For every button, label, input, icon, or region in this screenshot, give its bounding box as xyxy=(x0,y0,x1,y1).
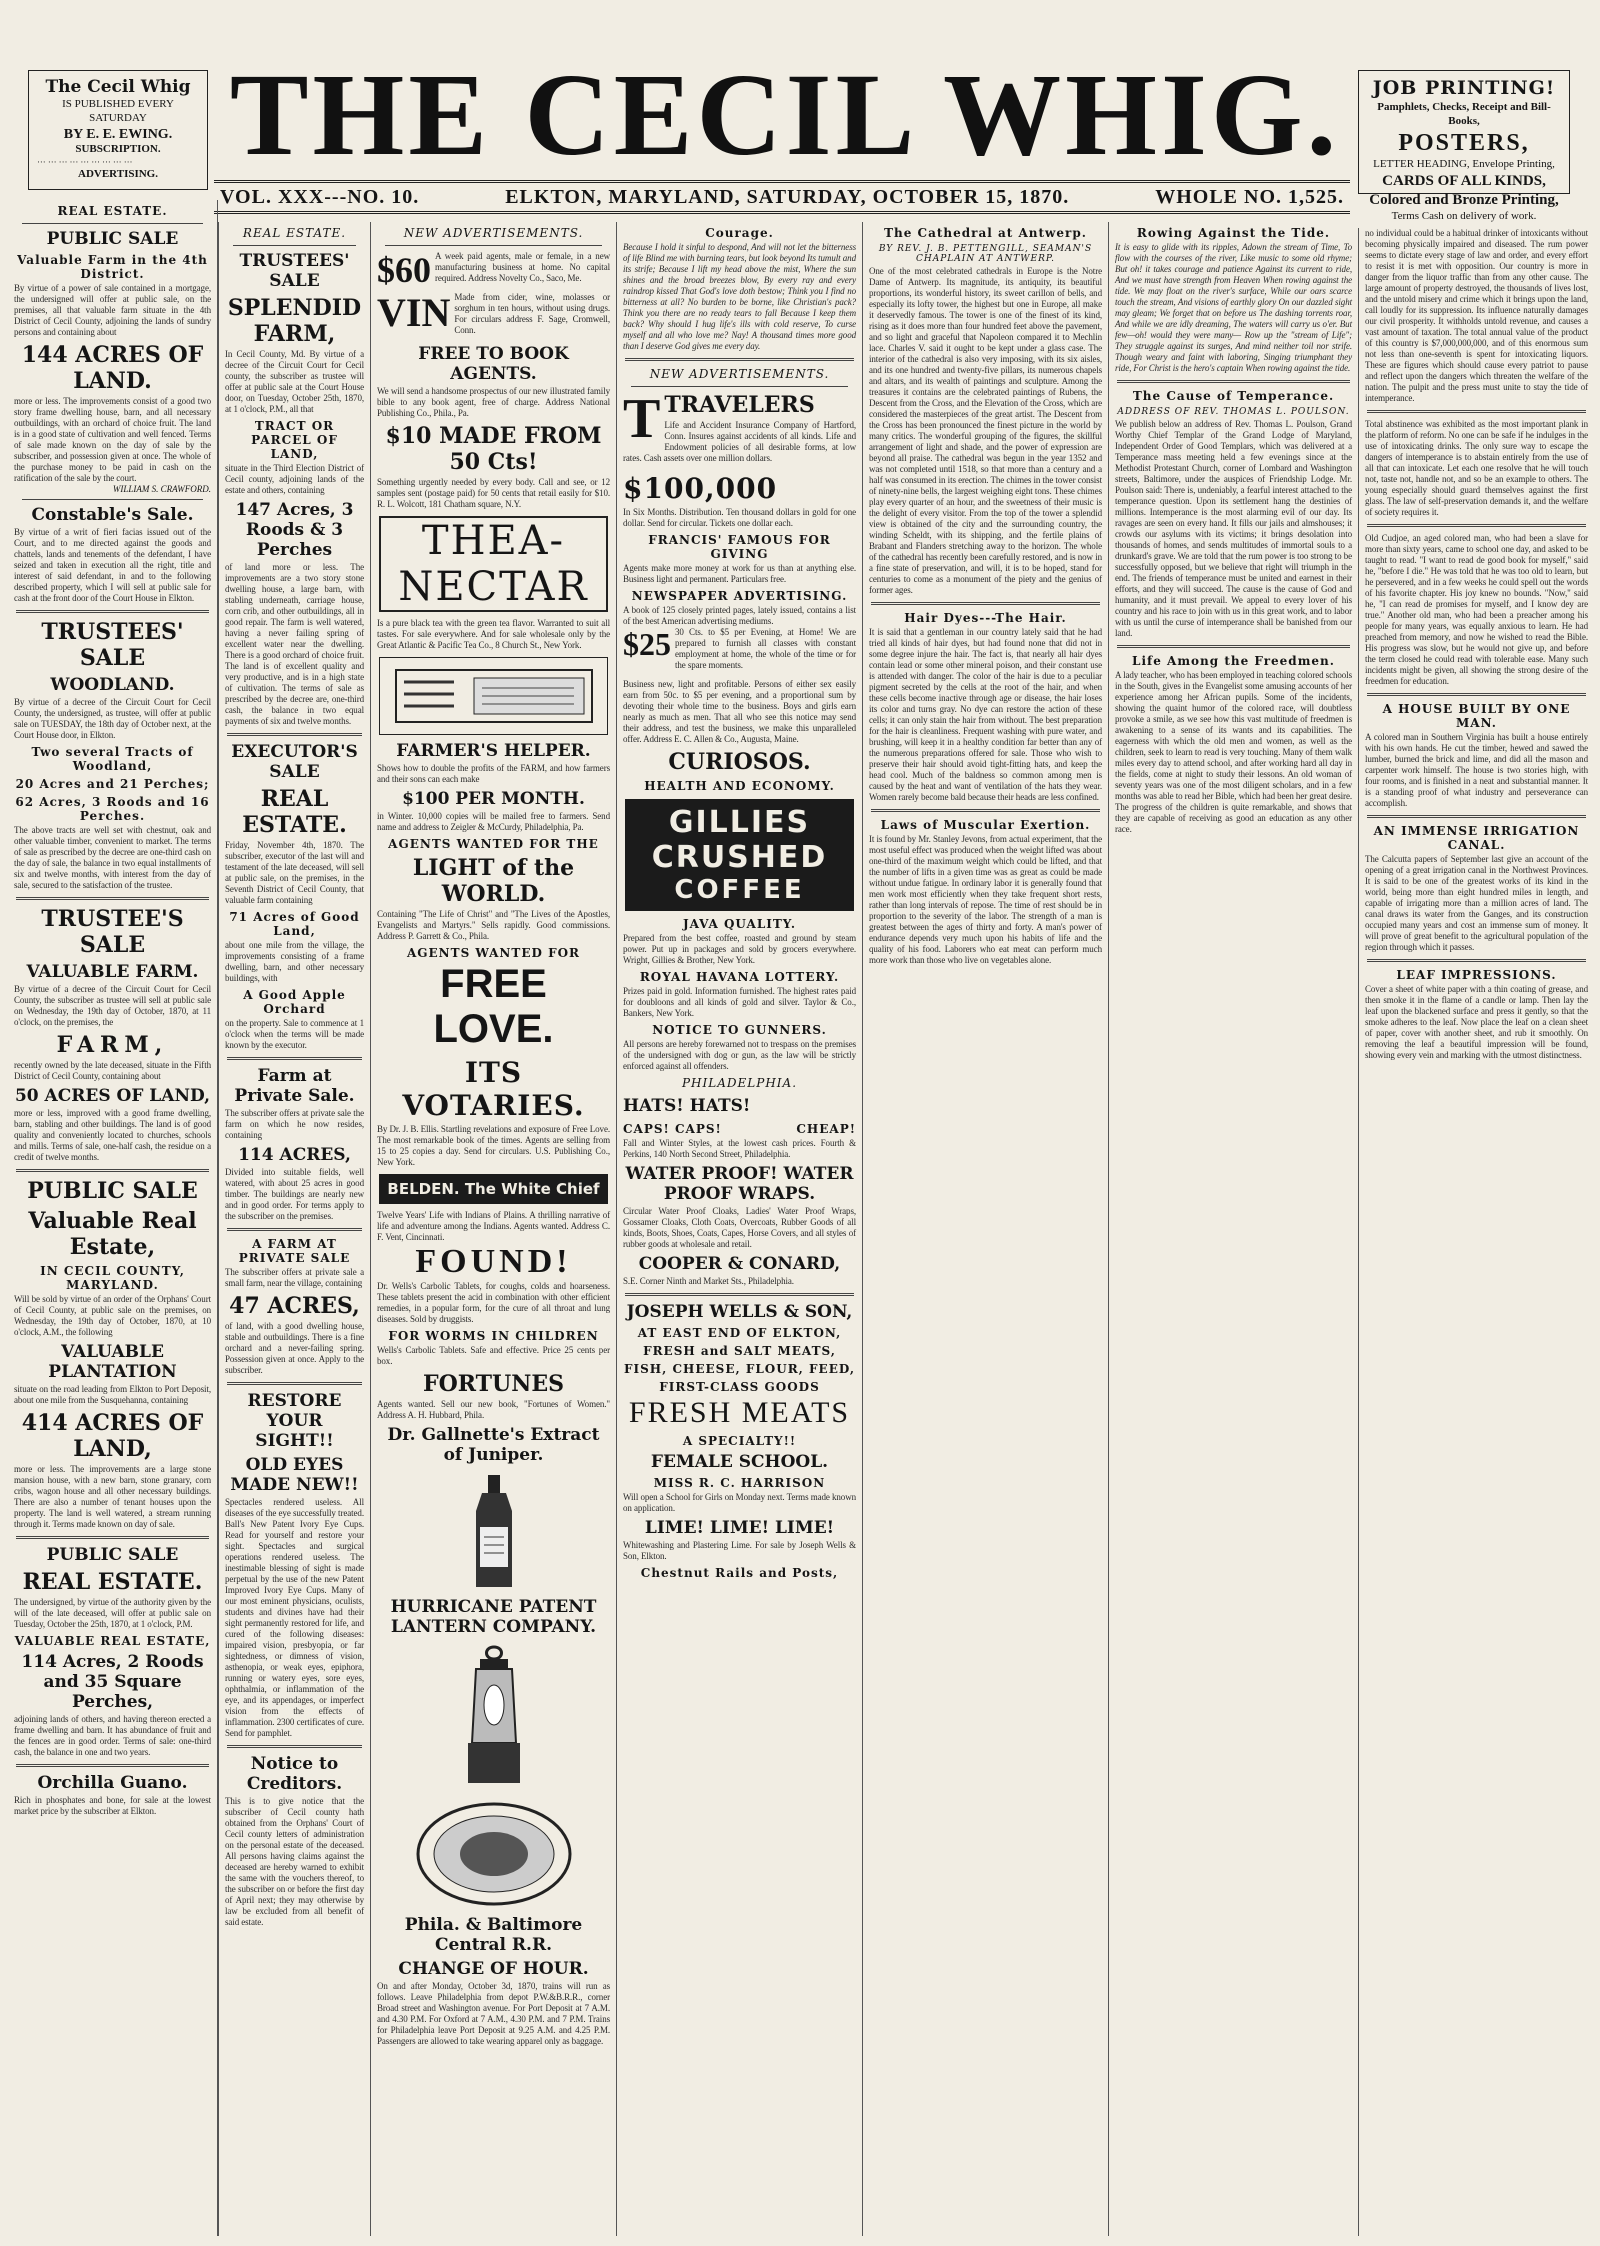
ad-heading: HURRICANE PATENT LANTERN COMPANY. xyxy=(390,1597,597,1637)
divider xyxy=(1367,693,1586,696)
ad-heading: WATER PROOF! WATER PROOF WRAPS. xyxy=(625,1164,854,1204)
poem-text: Because I hold it sinful to despond, And will not let the bitterness of life Blind me with burning tears, but look beyond Its tumult and its strife; Because I lift my head above the mist, Where the sun shines and the broad breezes blow, By every ray and every raindrop kissed That God's love doth bestow; Think you I find no bitterness at all? No burden to be borne, like Christian's pack? Think you there are no ready tears to fall Because I keep them back? Why should I hug life's ills with cold reserve, To curse myself and all who love me? Nay! A thousand times more good than I deserve God gives me every day. xyxy=(623,242,856,351)
divider xyxy=(1367,959,1586,962)
body-text: On and after Monday, October 3d, 1870, trains will run as follows. Leave Philadelphia from depot P.W.&B.R.R., corner Broad street and Washington avenue. For Port Deposit at 7 A.M. and 4.30 P.M. For Oxford at 7 A.M., 4.30 P.M. and 7 P.M. Trains for Philadelphia leave Port Deposit at 9.25 A.M. and 4.25 P.M. Passengers are allowed to take wearing apparel only as baggage. xyxy=(377,1981,610,2046)
divider xyxy=(227,1228,362,1231)
divider xyxy=(227,733,362,736)
ad-heading: TRAVELERS xyxy=(664,392,815,418)
divider xyxy=(625,1293,854,1296)
lantern-illustration xyxy=(454,1643,534,1793)
ad-heading: AGENTS WANTED FOR xyxy=(406,946,581,960)
ad-heading: FREE TO BOOK AGENTS. xyxy=(418,344,569,384)
body-text: Business new, light and profitable. Persons of either sex easily earn from 50c. to $5 per evening, and a proportional sum by devoting their whole time to the business. Boys and girls earn nearly as much as men. That all who see this notice may send their address, and test the business, we make this unparalleled offer. Address E. C. Allen & Co., Augusta, Maine. xyxy=(623,679,856,744)
nameplate: THE CECIL WHIG. xyxy=(229,49,1341,180)
ad-subheading: $100 PER MONTH. xyxy=(402,789,585,809)
ad-subheading: 414 ACRES OF LAND, xyxy=(21,1410,204,1462)
hats-row xyxy=(623,1092,856,1118)
ear-published: IS PUBLISHED EVERY SATURDAY xyxy=(62,98,174,124)
article-text: Old Cudjoe, an aged colored man, who had been a slave for more than sixty years, came to school one day, and asked to be taught to read. "I want to read de good book for myself," said he, "before I die." He was told that he was too old to learn, but he persevered, and in a few weeks he could spell out the words of his favorite chapter. His joy knew no bounds. "Now," said he, "I can read de promises for myself, and I know dey are true." Another old man, who had been a preacher among his people for many years, was equally anxious to learn. He had preached from memory, and now he wished to read the Bible. His progress was slow, but he would not give up, and before the term closed he could read with tolerable ease. Many such incidents might be given, all showing the strong desire of the freedmen for education. xyxy=(1365,533,1588,686)
ad-heading: AGENTS WANTED FOR THE xyxy=(388,837,599,851)
ad-line: GILLIES xyxy=(668,805,811,840)
body-text: Is a pure black tea with the green tea flavor. Warranted to suit all tastes. For sale everywhere. And for sale wholesale only by the Great Atlantic & Pacific Tea Co., 8 Church St., New York. xyxy=(377,618,610,650)
body-text: By virtue of a decree of the Circuit Court for Cecil County, the undersigned, as trustee, will offer at public sale on TUESDAY, the 18th day of October next, at the Court House door, in Elkton. xyxy=(14,697,211,740)
ad-subheading: 62 Acres, 3 Roods and 16 Perches. xyxy=(15,795,210,823)
divider xyxy=(625,358,854,361)
coffee-ad xyxy=(625,799,854,911)
divider xyxy=(1367,524,1586,527)
body-text: This is to give notice that the subscriber of Cecil county hath obtained from the Orphans' Court of Cecil county letters of administration on the personal estate of the deceased. All persons having claims against the deceased are hereby warned to exhibit the same with the vouchers thereof, to the subscriber on or before the first day of April next; they may otherwise by law be excluded from all benefit of said estate. xyxy=(225,1796,364,1927)
ad-heading: HATS! HATS! xyxy=(623,1096,751,1116)
divider xyxy=(233,245,356,246)
divider xyxy=(631,386,848,387)
ad-heading: NEWSPAPER ADVERTISING. xyxy=(631,589,848,603)
bottle-illustration xyxy=(464,1471,524,1591)
column-head: REAL ESTATE. xyxy=(242,226,347,240)
ad-heading: ROYAL HAVANA LOTTERY. xyxy=(639,970,840,984)
article-title: LEAF IMPRESSIONS. xyxy=(1396,968,1557,982)
article-text: One of the most celebrated cathedrals in Europe is the Notre Dame of Antwerp. Its magnitude, its antiquity, its beautiful proportions, its wonderful history, its sweet carillon of bells, and especially its lofty tower, the highest but one in Europe, all make it deservedly famous. The tower is one of the finest of its kind, rising as it does more than four hundred feet above the pavement, and so light and graceful that Napoleon compared it to Mechlin lace. Charles V. said it ought to be kept under a glass case. The interior of the cathedral is also very imposing, with its six aisles, and its one hundred and twenty-five pillars, its numerous chapels and altars, and its wealth of paintings and sculpture. Among the treasures it contains are the celebrated paintings of Rubens, the Descent from the Cross, and the Elevation of the Cross, which are considered the masterpieces of the great artist. The Descent from the Cross has been pronounced the finest picture in the world by many critics. The wonderful grouping of the figures, the skillful arrangement of light and shade, and the power of expression are beyond all praise. The cathedral was begun in the year 1352 and was not completed until 1518, so that more than a century and a half was consumed in its erection. The chimes in the tower consist of ninety-nine bells, the largest weighing eight tons. These chimes play every quarter of an hour, and the sweetness of their music is the delight of every visitor. From the top of the tower a splendid view is obtained of the city and the surrounding country, the winding Scheldt, with its shipping, and the fertile plains of Brabant and Flanders stretching away to the horizon. The whole of the cathedral has recently been carefully restored, and is now in a fine state of preservation, and will, it is to be hoped, stand for centuries to come as a monument of the piety and the genius of former ages. xyxy=(869,266,1102,595)
ad-headline: VIN xyxy=(377,290,451,335)
body-text: Whitewashing and Plastering Lime. For sale by Joseph Wells & Son, Elkton. xyxy=(623,1540,856,1561)
body-text: more or less. The improvements consist of a good two story frame dwelling house, barn, and all necessary outbuildings, with an orchard of choice fruit. The land is in a good state of cultivation and well fenced. Terms of sale made known on the day of sale by the subscriber, and possession given at once. The whole of the purchase money to be paid in cash on the ratification of the sale by the court. xyxy=(14,396,211,483)
body-text: A week paid agents, male or female, in a new manufacturing business at home. No capital required. Address Novelty Co., Saco, Me. xyxy=(435,251,610,283)
ad-heading: COOPER & CONARD, xyxy=(638,1254,841,1274)
ad-subheading: MISS R. C. HARRISON xyxy=(653,1476,826,1490)
body-text: Prizes paid in gold. Information furnished. The highest rates paid for doubloons and all kinds of gold and silver. Taylor & Co., Bankers, New York. xyxy=(623,986,856,1018)
ad-subheading: A SPECIALTY!! xyxy=(682,1434,797,1448)
body-text: more or less. The improvements are a large stone mansion house, with a new barn, stone granary, corn cribs, wagon house and all other necessary buildings. There are also a number of tenant houses upon the property. The land is well watered, a stream running through it. Terms made known on day of sale. xyxy=(14,1464,211,1529)
ad-dark-banner: BELDEN. The White Chief xyxy=(379,1174,608,1204)
column-3 xyxy=(370,222,616,2236)
body-text: Agents make more money at work for us than at anything else. Business light and permanent. Particulars free. xyxy=(623,563,856,584)
ad-headline: FREE LOVE. xyxy=(433,962,554,1051)
ad-subheading: Valuable Farm in the 4th District. xyxy=(17,253,208,281)
ad-heading: PUBLIC SALE xyxy=(46,1545,179,1565)
column-1 xyxy=(8,200,218,2236)
ad-subheading: 71 Acres of Good Land, xyxy=(229,910,360,938)
ad-subheading: SPLENDID FARM, xyxy=(227,295,362,347)
ad-heading: EXECUTOR'S SALE xyxy=(231,742,358,782)
caps-row xyxy=(623,1118,856,1138)
article-text: Cover a sheet of white paper with a thin coating of grease, and then smoke it in the flame of a candle or lamp. Then lay the leaf upon the blackened surface and press it gently, so that the smoke adheres to the leaf. Now place the leaf on a clean sheet of paper, cover with another sheet, and rub it smoothly. On removing the leaf a beautiful impression will be found, showing every vein and marking with the utmost distinctness. xyxy=(1365,984,1588,1060)
ad-subheading: JAVA QUALITY. xyxy=(682,917,797,931)
ad-subheading: VALUABLE FARM. xyxy=(26,962,199,982)
ad-heading: Phila. & Baltimore Central R.R. xyxy=(404,1915,583,1955)
ad-subheading: REAL ESTATE. xyxy=(22,1569,203,1595)
body-text: Twelve Years' Life with Indians of Plains. A thrilling narrative of life and adventure among the Indians. Agents wanted. Address C. F. Vent, Cincinnati. xyxy=(377,1210,610,1242)
ad-subheading: 147 Acres, 3 Roods & 3 Perches xyxy=(235,500,354,560)
ad-heading: Orchilla Guano. xyxy=(37,1773,188,1793)
article-text: We publish below an address of Rev. Thomas L. Poulson, Grand Worthy Chief Templar of the Grand Lodge of Maryland, Independent Order of Good Templars, which was delivered at a Temperance mass meeting held a few evenings since at the Methodist Protestant Church, corner of Lombard and Washington streets, Baltimore, under the auspices of Friendship Lodge. Mr. Poulson said: There is, undeniably, a fearful interest attached to the temperance question. Upon its settlement hang the destinies of millions. Intemperance is the most alarming evil of our day. Its ravages are seen on every hand. It fills our jails and almshouses; it crowds our asylums with its victims; it brings desolation into thousands of homes, and sends multitudes of immortal souls to a drunkard's grave. We are told that the rum power is too strong to be successfully opposed, but we believe that right will triumph in the end. The friends of temperance must be united and earnest in their efforts, and they will succeed. The cause is the cause of God and humanity, and it must prevail. We appeal to every lover of his country and his race to join with us in this great work, and to labor with us until the curse of intemperance shall be banished from our land. xyxy=(1115,419,1352,638)
ad-subheading: FRESH and SALT MEATS, xyxy=(643,1344,836,1358)
body-text: on the property. Sale to commence at 1 o'clock when the terms will be made known by the executor. xyxy=(225,1018,364,1050)
ad-subheading: FISH, CHEESE, FLOUR, FEED, xyxy=(623,1362,855,1376)
divider xyxy=(22,499,203,500)
dateline-bar xyxy=(214,180,1350,214)
body-text: Containing "The Life of Christ" and "The Lives of the Apostles, Evangelists and Martyrs." Sells rapidly. Good commissions. Address P. Garrett & Co., Phila. xyxy=(377,909,610,941)
ad-line: COFFEE xyxy=(674,875,805,905)
body-text: In Six Months. Distribution. Ten thousand dollars in gold for one dollar. Send for circular. Tickets one dollar each. xyxy=(623,507,856,528)
body-text: Circular Water Proof Cloaks, Ladies' Water Proof Wraps, Gossamer Cloaks, Cloth Coats, Overcoats, Rubber Goods of all kinds, Boots, Shoes, Coats, Capes, Horse Covers, and all styles of rubber goods at wholesale and retail. xyxy=(623,1206,856,1249)
volume-number: VOL. XXX---NO. 10. xyxy=(220,185,420,208)
column-6 xyxy=(1108,222,1358,2236)
engraving-illustration xyxy=(414,1799,574,1909)
ad-heading: NOTICE TO GUNNERS. xyxy=(652,1023,827,1037)
body-text: In Cecil County, Md. By virtue of a decree of the Circuit Court for Cecil county, the subscriber as trustee will offer at public sale at the Court House door, on Tuesday, October 25th, 1870, at 1 o'clock, P.M., all that xyxy=(225,349,364,414)
job-printing-heading: JOB PRINTING! xyxy=(1372,77,1556,99)
stencil-illustration xyxy=(394,668,594,724)
body-text: Divided into suitable fields, well watered, with about 25 acres in good timber. The buildings are nearly new and in good order. For terms apply to the subscriber on the premises. xyxy=(225,1167,364,1221)
ad-heading: PHILADELPHIA. xyxy=(681,1076,798,1090)
divider xyxy=(22,223,203,224)
ad-line: CRUSHED xyxy=(651,840,828,875)
body-text: The subscriber offers at private sale the farm on which he now resides, containing xyxy=(225,1108,364,1140)
column-4 xyxy=(616,222,862,2236)
body-text: Rich in phosphates and bone, for sale at the lowest market price by the subscriber at Elkton. xyxy=(14,1795,211,1816)
article-text: The Calcutta papers of September last give an account of the opening of a great irrigation canal in the Northwest Provinces. It is said to be one of the greatest works of its kind in the world, being more than eight hundred miles in length, and capable of irrigating more than a million acres of land. The canal draws its water from the Ganges, and its construction occupied many years and cost an immense sum of money. It will prove of great benefit to the agricultural population of the region through which it passes. xyxy=(1365,854,1588,952)
poem-title: Courage. xyxy=(705,226,774,240)
divider xyxy=(385,245,602,246)
ear-text: ··· ··· ··· ··· ··· ··· ··· ··· ··· xyxy=(37,157,133,167)
body-text: Will open a School for Girls on Monday next. Terms made known on application. xyxy=(623,1492,856,1513)
ad-headline: FOUND! xyxy=(415,1243,572,1280)
ad-heading: PUBLIC SALE xyxy=(46,229,179,249)
ad-heading: Constable's Sale. xyxy=(31,505,194,525)
column-5 xyxy=(862,222,1108,2236)
divider xyxy=(871,809,1100,812)
body-text: recently owned by the late deceased, situate in the Fifth District of Cecil County, containing about xyxy=(14,1060,211,1081)
divider xyxy=(16,897,209,900)
divider xyxy=(16,610,209,613)
body-text: By virtue of a power of sale contained in a mortgage, the undersigned will offer at public sale, on the premises, all that valuable farm situate in the 4th District of Cecil County, adjoining the lands of sundry persons and containing about xyxy=(14,283,211,337)
ad-subheading: CHEAP! xyxy=(796,1122,856,1136)
whole-number: WHOLE NO. 1,525. xyxy=(1155,185,1344,208)
ad-subheading: OLD EYES MADE NEW!! xyxy=(230,1455,359,1495)
article-text: Total abstinence was exhibited as the most important plank in the platform of reform. No one can be safe if he indulges in the use of intoxicating drinks. The only sure way to escape the dangers of intemperance is to abstain entirely from the use of all that can intoxicate. Let each one resolve that he will touch not, taste not, handle not, and so be an example to others. The young especially should guard themselves against the first glass. The law of self-preservation demands it, and the welfare of society requires it. xyxy=(1365,419,1588,517)
poem-title: Rowing Against the Tide. xyxy=(1136,226,1331,240)
ad-subheading: IN CECIL COUNTY, MARYLAND. xyxy=(40,1264,185,1292)
ad-heading: FRANCIS' FAMOUS FOR GIVING xyxy=(648,533,831,561)
ad-subheading: A Good Apple Orchard xyxy=(243,988,346,1016)
right-ear-line2: LETTER HEADING, Envelope Printing, xyxy=(1373,158,1555,171)
ear-publisher: BY E. E. EWING. xyxy=(63,126,173,142)
article-title: Life Among the Freedmen. xyxy=(1132,654,1335,668)
body-text: We will send a handsome prospectus of our new illustrated family bible to any book agent, free of charge. Address National Publishing Co., Phila., Pa. xyxy=(377,386,610,418)
ad-subheading: 114 ACRES, xyxy=(238,1145,351,1165)
ad-heading: $10 MADE FROM 50 Cts! xyxy=(385,423,602,475)
ad-heading: Chestnut Rails and Posts, xyxy=(640,1566,839,1580)
body-text: Something urgently needed by every body. Call and see, or 12 samples sent (postage paid) for 50 cents that retail easily for $10. R. L. Wolcott, 181 Chatham square, N.Y. xyxy=(377,477,610,509)
right-ear-cards: CARDS OF ALL KINDS, xyxy=(1382,173,1546,189)
body-text: Fall and Winter Styles, at the lowest cash prices. Fourth & Perkins, 140 North Second Street, Philadelphia. xyxy=(623,1138,856,1159)
right-ear-colored: Colored and Bronze Printing, xyxy=(1369,191,1559,208)
ear-subscription: SUBSCRIPTION. xyxy=(75,143,161,156)
ad-heading: TRUSTEES' SALE xyxy=(239,251,350,291)
ad-heading: $100,000 xyxy=(623,472,778,505)
ad-heading: CURIOSOS. xyxy=(668,749,811,775)
body-text: Life and Accident Insurance Company of Hartford, Conn. Insures against accidents of all kinds. Life and Endowment policies of all desirable forms, at low rates. Cash assets over one million dollars. xyxy=(623,420,856,463)
signature: WILLIAM S. CRAWFORD. xyxy=(112,484,211,494)
right-ear-line1: Pamphlets, Checks, Receipt and Bill-Books, xyxy=(1377,100,1551,127)
article-title: Hair Dyes---The Hair. xyxy=(904,611,1067,625)
ad-heading: HEALTH AND ECONOMY. xyxy=(644,779,835,793)
ad-subheading: 50 ACRES OF LAND, xyxy=(14,1086,211,1106)
body-text: Prepared from the best coffee, roasted and ground by steam power. Put up in packages and sold by grocers everywhere. Wright, Gillies & Brother, New York. xyxy=(623,933,856,965)
ad-block xyxy=(623,627,856,671)
article-title: The Cathedral at Antwerp. xyxy=(884,226,1087,240)
ad-subheading: LIGHT of the WORLD. xyxy=(412,855,575,907)
article-text: no individual could be a habitual drinker of intoxicants without becoming physically impaired and diseased. The rum power seems to dictate every stage of law and order, and every effort to resist it is met with opposition. Our country is more in danger from the liquor traffic than from any other cause. The large amount of property destroyed, the thousands of lives lost, and the untold misery and crime which it brings upon the land, call loudly for its suppression. Its influence naturally damages our civil prosperity. It withholds untold revenue, and causes a vast amount of taxation. The total annual value of the product of this country is $7,000,000,000, and of this enormous sum not less than one-seventh is spent for intoxicating liquors. These are figures which should cause every patriot to pause and reflect upon the dangers which threaten the welfare of the nation. The pulpit and the press must unite to stay the tide of intemperance. xyxy=(1365,228,1588,403)
ad-heading: FOR WORMS IN CHILDREN xyxy=(388,1329,599,1343)
divider xyxy=(871,602,1100,605)
body-text: A book of 125 closely printed pages, lately issued, contains a list of the best American advertising mediums. xyxy=(623,605,856,626)
body-text: situate on the road leading from Elkton to Port Deposit, about one mile from the Susquehanna, containing xyxy=(14,1384,211,1405)
ad-box xyxy=(379,657,608,735)
drop-cap: T xyxy=(623,388,661,450)
ad-subheading: TRACT OR PARCEL OF LAND, xyxy=(251,419,338,461)
divider xyxy=(16,1764,209,1767)
body-text: more or less, improved with a good frame dwelling, barn, stabling and other buildings. The land is of good quality and conveniently located to churches, schools and mills. Terms of sale, one-half cash, the residue on a credit of twelve months. xyxy=(14,1108,211,1162)
divider xyxy=(1117,380,1350,383)
divider xyxy=(1367,815,1586,818)
body-text: By Dr. J. B. Ellis. Startling revelations and exposure of Free Love. The most remarkable book of the times. Agents are selling from 15 to 25 copies a day. Send for circulars. U.S. Publishing Co., New York. xyxy=(377,1124,610,1167)
divider xyxy=(227,1382,362,1385)
body-text: Dr. Wells's Carbolic Tablets, for coughs, colds and hoarseness. These tablets present the acid in combination with other efficient remedies, in a popular form, for the cure of all throat and lung diseases. Sold by druggists. xyxy=(377,1281,610,1324)
body-text: Agents wanted. Sell our new book, "Fortunes of Women." Address A. H. Hubbard, Phila. xyxy=(377,1399,610,1420)
ad-subheading: REAL ESTATE. xyxy=(242,786,347,838)
ad-subheading: Valuable Real Estate, xyxy=(28,1208,197,1260)
ad-subheading: CAPS! CAPS! xyxy=(623,1122,722,1136)
ad-subheading: FARM, xyxy=(56,1032,169,1058)
article-text: A colored man in Southern Virginia has built a house entirely with his own hands. He cut the timber, hewed and sawed the lumber, burned the brick and lime, and did all the mason and carpenter work himself. The house is two stories high, with four rooms, and is finished in a neat and substantial manner. It is a standing proof of what industry and perseverance can accomplish. xyxy=(1365,732,1588,808)
ad-subheading: VALUABLE PLANTATION xyxy=(48,1342,177,1382)
column-head: NEW ADVERTISEMENTS. xyxy=(649,367,830,381)
ad-headline: FRESH MEATS xyxy=(628,1396,851,1429)
right-ear-box xyxy=(1358,70,1570,222)
body-text: about one mile from the village, the improvements consisting of a frame dwelling, barn, and other necessary buildings, with xyxy=(225,940,364,983)
column-2 xyxy=(218,222,370,2236)
body-text: The above tracts are well set with chestnut, oak and other valuable timber, convenient to market. The terms of sale as prescribed by the decree are one-third cash on the day of sale, the balance in two equal installments of six and twelve months, with interest from the day of sale, secured to the satisfaction of the trustee. xyxy=(14,825,211,890)
ad-heading: A FARM AT PRIVATE SALE xyxy=(238,1237,351,1265)
ad-subheading: 114 Acres, 2 Roods and 35 Square Perches, xyxy=(21,1652,204,1712)
ad-heading: Farm at Private Sale. xyxy=(234,1066,355,1106)
ad-block xyxy=(623,388,856,464)
article-text: It is found by Mr. Stanley Jevons, from actual experiment, that the most useful effect was produced when the weight lifted was about one-third of the maximum weight which could be lifted, and that the number of lifts in a given time was as great as could be made without undue fatigue. In ordinary labor it is generally found that men work most efficiently when they take frequent short rests, rather than long intervals of repose. The time of rest should be in proportion to the severity of the labor. The strength of a man is greatest between the ages of thirty and forty. A man's power of endurance depends very much upon his habits of life and the quality of his food. Laborers who eat meat can perform much more work than those who live on vegetables alone. xyxy=(869,834,1102,965)
article-byline: BY REV. J. B. PETTENGILL, SEAMAN'S CHAPLAIN AT ANTWERP. xyxy=(878,244,1093,264)
body-text: The undersigned, by virtue of the authority given by the will of the late deceased, will offer at public sale on Tuesday, October the 25th, 1870, at 1 o'clock, P.M. xyxy=(14,1597,211,1629)
divider xyxy=(1117,645,1350,648)
ad-heading: FEMALE SCHOOL. xyxy=(650,1452,829,1472)
ad-heading: LIME! LIME! LIME! xyxy=(644,1518,835,1538)
article-text: It is said that a gentleman in our country lately said that he had tried all kinds of hair dyes, but had found none that did not in some degree injure the hair. The fact is, that nearly all hair dyes contain lead or some other mineral poison, and their constant use is attended with danger. The color of the hair is due to a peculiar pigment secreted by the cells at the root of the hair, and when these cells become inactive through age or disease, the hair loses its color and turns gray. No dye can restore the action of these cells; it can only stain the hair from without. The best preparation for the hair is cleanliness. Frequent washing with pure water, and brushing, will keep it in a healthy condition far better than any of the numerous preparations offered for sale. Those who wish to preserve their hair should avoid tight-fitting hats, and keep the head cool. Much of the baldness so common among men is caused by the heat and want of ventilation of the hats they wear. Women rarely become bald because their heads are less confined. xyxy=(869,627,1102,802)
ad-subheading: 47 ACRES, xyxy=(229,1293,360,1319)
body-text: By virtue of a decree of the Circuit Court for Cecil County, the subscriber as trustee will sell at public sale on Wednesday, the 19th day of October, 1870, at 11 o'clock, on the premises, the xyxy=(14,984,211,1027)
body-text: adjoining lands of others, and having thereon erected a frame dwelling and barn. It has abundance of fruit and the fences are in good order. Terms of sale: one-third cash, the balance in one and two years. xyxy=(14,1714,211,1757)
body-text: of land, with a good dwelling house, stable and outbuildings. There is a fine orchard and a never-failing spring. Possession given at once. Apply to the subscriber. xyxy=(225,1321,364,1375)
divider xyxy=(227,1745,362,1748)
ad-block xyxy=(377,292,610,336)
ad-subheading: AT EAST END OF ELKTON, xyxy=(637,1326,842,1340)
column-7 xyxy=(1358,228,1594,2236)
ad-subheading: VALUABLE REAL ESTATE, xyxy=(14,1634,211,1648)
body-text: of land more or less. The improvements are a two story stone dwelling house, a large barn, with stabling underneath, carriage house, corn crib, and other outbuildings, all in good repair. The farm is well watered, having a never failing spring of excellent water near the dwelling. There is a good orchard of choice fruit. The land is of excellent quality and very productive, and is in a high state of cultivation. The terms of sale as prescribed by the decree are, one-third cash, the balance in two equal payments of six and twelve months. xyxy=(225,562,364,726)
issue-date: ELKTON, MARYLAND, SATURDAY, OCTOBER 15, 1870. xyxy=(505,185,1070,208)
ad-headline: $25 xyxy=(623,626,671,662)
ad-heading: Dr. Gallnette's Extract of Juniper. xyxy=(387,1425,600,1465)
ad-heading: Notice to Creditors. xyxy=(246,1754,343,1794)
column-head: REAL ESTATE. xyxy=(57,204,168,218)
ad-heading: JOSEPH WELLS & SON, xyxy=(626,1302,853,1322)
article-byline: ADDRESS OF REV. THOMAS L. POULSON. xyxy=(1117,407,1350,417)
body-text: Shows how to double the profits of the FARM, and how farmers and their sons can each make xyxy=(377,763,610,784)
body-text: 30 Cts. to $5 per Evening, at Home! We are prepared to furnish all classes with constant employment at home, the whole of the time or for the spare moments. xyxy=(675,627,856,670)
right-ear-terms: Terms Cash on delivery of work. xyxy=(1391,209,1537,222)
right-ear-posters: POSTERS, xyxy=(1398,130,1530,157)
ad-block xyxy=(377,250,610,290)
ad-heading: FARMER'S HELPER. xyxy=(396,741,591,761)
body-text: Spectacles rendered useless. All diseases of the eye successfully treated. Ball's New Patent Ivory Eye Cups. Read for yourself and restore your sight. Spectacles and surgical operations rendered useless. The inestimable blessing of sight is made perpetual by the use of the new Patent Improved Ivory Eye Cups. Many of our most eminent physicians, oculists, students and divines have had their sight permanently restored for life, and cured of the following diseases: impaired vision, presbyopia, or far sightedness, or dimness of vision, asthenopia, or weak eyes, epiphora, running or watery eyes, sore eyes, ophthalmia, or inflammation of the eye, and its appendages, or imperfect vision from the effects of inflammation. 2300 certificates of cure. Send for pamphlet. xyxy=(225,1497,364,1738)
ad-subheading: CHANGE OF HOUR. xyxy=(398,1959,589,1979)
ad-subheading: FIRST-CLASS GOODS xyxy=(659,1380,820,1394)
divider xyxy=(1367,410,1586,413)
article-title: The Cause of Temperance. xyxy=(1132,389,1335,403)
divider xyxy=(16,1536,209,1539)
ad-heading: TRUSTEES' SALE xyxy=(41,619,184,671)
ad-subheading: 20 Acres and 21 Perches; xyxy=(15,777,210,791)
ear-advertising: ADVERTISING. xyxy=(78,168,158,180)
article-title: A HOUSE BUILT BY ONE MAN. xyxy=(1382,702,1571,730)
article-text: A lady teacher, who has been employed in teaching colored schools in the South, gives in the Evangelist some amusing accounts of her experience among her African pupils. Some of the incidents, showing the quaint humor of the colored race, will doubtless provoke a smile, as we see how this vast multitude of freedmen is awakening to a sense of its wants and its capabilities. The eagerness with which the old men and women, as well as the children, seek to learn to read is very touching. Many of them walk miles every day to attend school, and after working hard all day in the fields, come at night to study their lessons. An old woman of seventy years was one of the most diligent scholars, and in a few months was able to read her Bible, which had been her great desire. The progress of the children is quite remarkable, and shows that they are capable of receiving as good an education as any other race. xyxy=(1115,670,1352,834)
column-head: NEW ADVERTISEMENTS. xyxy=(403,226,584,240)
ad-heading: PUBLIC SALE xyxy=(27,1178,198,1204)
ad-subheading: ITS VOTARIES. xyxy=(402,1056,585,1122)
body-text: By virtue of a writ of fieri facias issued out of the Court, and to me directed against the goods and chattels, lands and tenements of the defendant, I have seized and taken in execution all the right, title and interest of said defendant, in and to the following described property, which I will sell at public sale for cash at the front door of the Court House in Elkton. xyxy=(14,527,211,603)
ad-heading: TRUSTEE'S SALE xyxy=(41,906,184,958)
ear-paper-name: The Cecil Whig xyxy=(45,77,191,97)
article-title: Laws of Muscular Exertion. xyxy=(880,818,1091,832)
ad-heading: 144 ACRES OF LAND. xyxy=(21,342,204,394)
ad-headline-box: THEA-NECTAR xyxy=(379,516,608,612)
body-text: situate in the Third Election District of Cecil county, adjoining lands of the estate and others, containing xyxy=(225,463,364,495)
body-text: The subscriber offers at private sale a small farm, near the village, containing xyxy=(225,1267,364,1288)
body-text: Will be sold by virtue of an order of the Orphans' Court of Cecil County, at public sale on the premises, on Wednesday, the 19th day of October, 1870, at 10 o'clock, A.M., the following xyxy=(14,1294,211,1337)
ad-heading: RESTORE YOUR SIGHT!! xyxy=(247,1391,342,1451)
body-text: Wells's Carbolic Tablets. Safe and effective. Price 25 cents per box. xyxy=(377,1345,610,1366)
body-text: Made from cider, wine, molasses or sorghum in ten hours, without using drugs. For circulars address F. Sage, Cromwell, Conn. xyxy=(454,292,610,335)
divider xyxy=(16,1169,209,1172)
body-text: All persons are hereby forewarned not to trespass on the premises of the undersigned with dog or gun, as the law will be strictly enforced against all offenders. xyxy=(623,1039,856,1071)
ad-heading: FORTUNES xyxy=(422,1371,564,1397)
divider xyxy=(227,1057,362,1060)
left-ear-box xyxy=(28,70,208,190)
ad-headline: $60 xyxy=(377,250,431,290)
ad-subheading: WOODLAND. xyxy=(50,675,175,695)
article-title: AN IMMENSE IRRIGATION CANAL. xyxy=(1373,824,1580,852)
body-text: in Winter. 10,000 copies will be mailed free to farmers. Send name and address to Zeigler & McCurdy, Philadelphia, Pa. xyxy=(377,811,610,832)
ad-subheading: Two several Tracts of Woodland, xyxy=(31,745,194,773)
poem-text: It is easy to glide with its ripples, Adown the stream of Time, To flow with the courses of the river, Like music to some old rhyme; But oh! it takes courage and patience Against its current to ride, And we must have strength from Heaven When rowing against the tide. We may float on the river's surface, While our oars scarce touch the stream, And visions of earthly glory On our dazzled sight may gleam; We forget that on before us The dashing torrents roar, And while we are idly dreaming, The waters will carry us o'er. But few—oh! would they were many— Row up the "stream of Life"; They struggle against its surges, And mind neither toil nor strife. Though weary and faint with laboring, Singing triumphant they ride, For Christ is the hero's captain When rowing against the tide. xyxy=(1115,242,1352,373)
body-text: S.E. Corner Ninth and Market Sts., Philadelphia. xyxy=(623,1276,794,1286)
body-text: Friday, November 4th, 1870. The subscriber, executor of the last will and testament of the late deceased, will sell at public sale, on the premises, in the Seventh District of Cecil County, that valuable farm containing xyxy=(225,840,364,905)
